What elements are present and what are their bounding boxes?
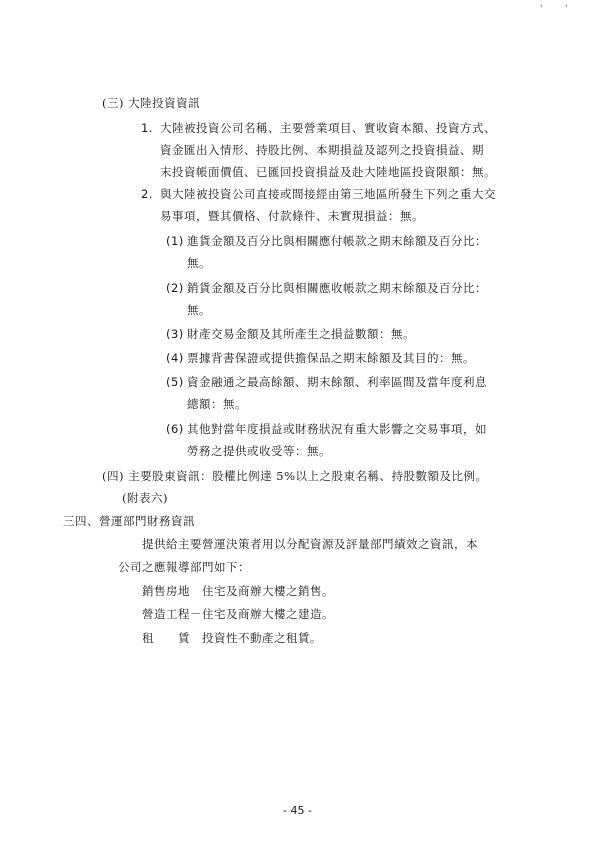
item-2-text-line: 易事項，暨其價格、付款條件、未實現損益：無。 bbox=[160, 209, 424, 223]
subitem-text-line: 勞務之提供或收受等：無。 bbox=[187, 444, 331, 458]
subitem-label: (6) bbox=[166, 422, 184, 436]
subitem-text-line: 進貨金額及百分比與相關應付帳款之期末餘額及百分比： bbox=[187, 234, 487, 248]
item-2-text-line: 與大陸被投資公司直接或間接經由第三地區所發生下列之重大交 bbox=[160, 187, 496, 201]
subitem-text-line: 票據背書保證或提供擔保品之期末餘額及其目的：無。 bbox=[187, 351, 475, 365]
subitem-text-line: 總額：無。 bbox=[187, 397, 247, 411]
segment-item: 銷售房地 住宅及商辦大樓之銷售。 bbox=[142, 584, 334, 598]
subitem-label: (5) bbox=[166, 375, 184, 389]
page-number: - 45 - bbox=[283, 804, 312, 817]
item-1-text-line: 大陸被投資公司名稱、主要營業項目、實收資本額、投資方式、 bbox=[160, 121, 496, 135]
subitem-label: (1) bbox=[166, 234, 184, 248]
section-34-intro-line: 提供給主要營運決策者用以分配資源及評量部門績效之資訊，本 bbox=[142, 537, 478, 551]
subitem-text-line: 資金融通之最高餘額、期末餘額、利率區間及當年度利息 bbox=[187, 375, 487, 389]
segment-item: 租 賃 投資性不動產之租賃。 bbox=[142, 631, 322, 645]
section-4-appendix-ref: (附表六) bbox=[122, 491, 168, 505]
item-1-text-line: 資金匯出入情形、持股比例、本期損益及認列之投資損益、期 bbox=[160, 143, 484, 157]
subitem-label: (4) bbox=[166, 351, 184, 365]
section-4-text-line: (四) 主要股東資訊：股權比例達 5%以上之股東名稱、持股數額及比例。 bbox=[102, 469, 488, 483]
subitem-text-line: 銷貨金額及百分比與相關應收帳款之期末餘額及百分比： bbox=[187, 281, 487, 295]
item-2-number: 2. bbox=[141, 187, 153, 201]
subitem-text-line: 無。 bbox=[187, 303, 211, 317]
subitem-text-line: 其他對當年度損益或財務狀況有重大影響之交易事項，如 bbox=[187, 422, 487, 436]
corner-mark: ' bbox=[565, 4, 568, 14]
section-3-heading: (三) 大陸投資資訊 bbox=[102, 96, 201, 110]
subitem-text-line: 財產交易金額及其所產生之損益數額：無。 bbox=[187, 327, 415, 341]
item-1-text-line: 末投資帳面價值、已匯回投資損益及赴大陸地區投資限額：無。 bbox=[160, 165, 496, 179]
subitem-label: (3) bbox=[166, 327, 184, 341]
section-34-heading: 三四、營運部門財務資訊 bbox=[63, 514, 195, 528]
segment-item: 營造工程－住宅及商辦大樓之建造。 bbox=[142, 607, 334, 621]
subitem-text-line: 無。 bbox=[187, 256, 211, 270]
corner-mark: ' bbox=[540, 4, 543, 14]
section-34-intro-line: 公司之應報導部門如下： bbox=[118, 560, 250, 574]
item-1-number: 1. bbox=[141, 121, 153, 135]
subitem-label: (2) bbox=[166, 281, 184, 295]
